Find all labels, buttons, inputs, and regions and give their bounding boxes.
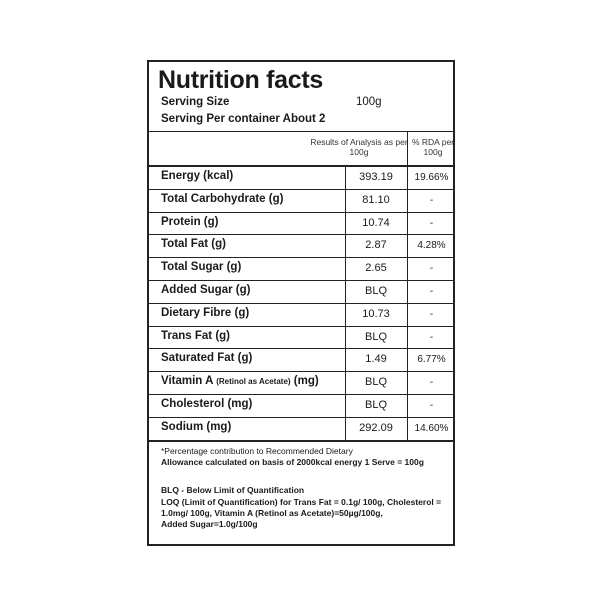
nutrient-value: BLQ [364, 376, 387, 389]
nutrient-label [161, 238, 226, 250]
nutrient-rda: 19.66% [414, 172, 449, 183]
nutrient-label [161, 216, 219, 228]
nutrient-rda: 14.60% [414, 422, 449, 434]
nutrient-name: Sodium (mg) [161, 420, 232, 433]
divider-footer [149, 440, 453, 442]
nutrient-name: Added Sugar (g) [161, 284, 251, 296]
serving-size-label: Serving Size [161, 96, 230, 108]
nutrient-label [161, 261, 241, 273]
nutrient-name: Dietary Fibre (g) [161, 306, 250, 319]
footnote-line-2: Allowance calculated on basis of 2000kcal energy 1 Serve = 100g [161, 457, 424, 467]
nutrient-label [161, 170, 233, 182]
nutrient-rda: - [429, 308, 434, 320]
nutrient-value: 10.74 [362, 216, 390, 229]
nutrient-label [161, 284, 250, 296]
nutrient-unit: (mg) [293, 375, 319, 388]
footnote-line-1: *Percentage contribution to Recommended Dietary [161, 446, 353, 456]
value-column-divider [345, 166, 346, 440]
nutrient-value: BLQ [364, 330, 387, 343]
nutrient-label [161, 375, 319, 387]
nutrient-rda: - [429, 400, 434, 411]
column-header-rda: % RDA per 100g [411, 137, 455, 157]
nutrient-rda: - [429, 331, 434, 343]
loq-line-1: LOQ (Limit of Quantification) for Trans Fat = 0.1g/ 100g, Cholesterol = [161, 497, 442, 507]
nutrient-value: BLQ [364, 399, 387, 411]
nutrient-rda: - [429, 263, 434, 275]
nutrient-rda: 6.77% [417, 354, 446, 366]
nutrient-name: Total Fat (g) [161, 238, 226, 251]
nutrient-rda: - [429, 286, 434, 297]
nutrient-label [161, 352, 252, 364]
nutrient-name: Total Carbohydrate (g) [161, 192, 284, 205]
nutrient-name: Total Sugar (g) [161, 261, 242, 274]
rda-column-divider [407, 166, 408, 440]
nutrient-value: 10.73 [362, 307, 390, 320]
nutrient-value: 1.49 [365, 353, 387, 366]
header-column-divider [407, 131, 408, 165]
nutrient-label [161, 330, 230, 342]
nutrient-rda: - [429, 217, 434, 229]
nutrient-value: 292.09 [359, 421, 393, 434]
nutrient-value: 81.10 [362, 193, 390, 206]
loq-line-2: 1.0mg/ 100g, Vitamin A (Retinol as Acetate)=50µg/100g, [161, 508, 383, 518]
nutrient-name: Protein (g) [161, 215, 219, 228]
nutrient-rda: 4.28% [417, 240, 446, 252]
nutrient-label [161, 193, 283, 205]
nutrient-name: Cholesterol (mg) [161, 398, 253, 410]
nutrient-name-qualifier: (Retinol as Acetate) [216, 377, 291, 387]
serving-size-value: 100g [356, 96, 382, 108]
label-title: Nutrition facts [158, 66, 323, 94]
nutrient-label [161, 398, 252, 410]
nutrient-label [161, 307, 249, 319]
column-header-results: Results of Analysis as per 100g [310, 137, 408, 157]
nutrient-rda: - [429, 377, 434, 389]
loq-line-3: Added Sugar=1.0g/100g [161, 519, 258, 529]
nutrient-name: Trans Fat (g) [161, 329, 231, 342]
nutrition-label [147, 60, 455, 546]
nutrient-value: BLQ [364, 285, 387, 297]
nutrient-rda: - [429, 194, 434, 206]
nutrient-value: 393.19 [359, 171, 393, 183]
nutrient-label [161, 421, 231, 433]
nutrient-name: Energy (kcal) [161, 170, 234, 182]
nutrient-value: 2.65 [365, 262, 387, 275]
nutrient-value: 2.87 [365, 239, 387, 252]
blq-definition: BLQ - Below Limit of Quantification [161, 485, 305, 495]
nutrient-name: Saturated Fat (g) [161, 352, 253, 365]
nutrient-name: Vitamin A [161, 375, 213, 388]
servings-per-container: Serving Per container About 2 [161, 113, 326, 125]
